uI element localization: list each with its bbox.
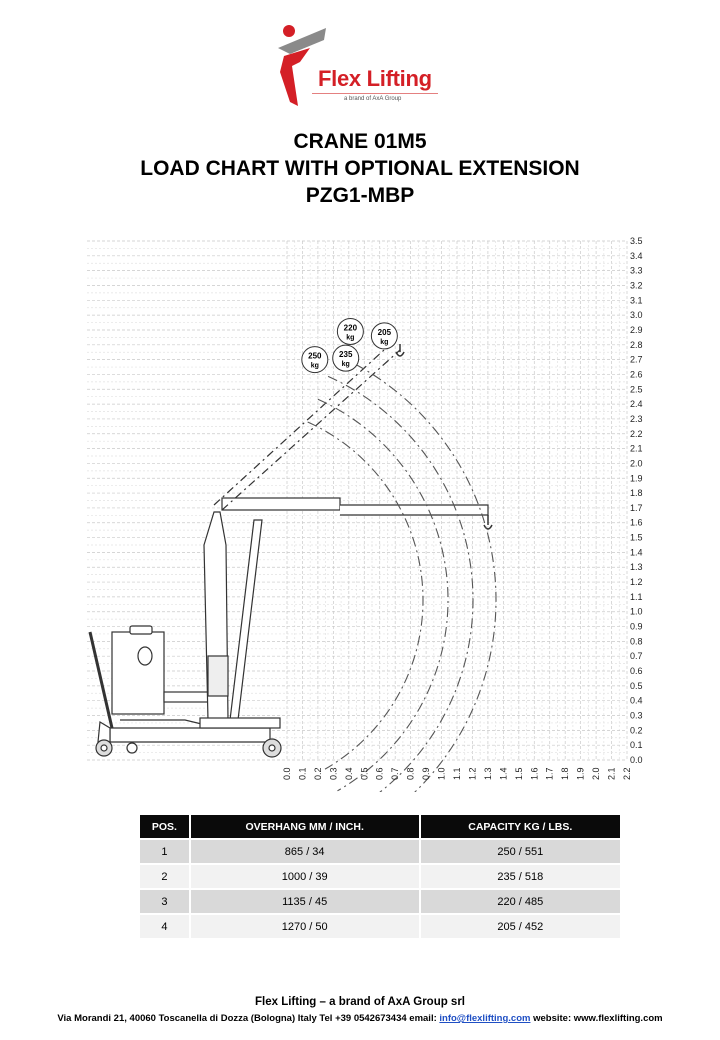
y-tick-label: 2.8 — [630, 339, 643, 350]
y-tick-label: 1.7 — [630, 502, 643, 513]
x-tick-label: 2.0 — [591, 767, 602, 780]
header-overhang: OVERHANG MM / INCH. — [190, 815, 420, 839]
capacity-value-label: 205 — [377, 327, 392, 337]
y-tick-label: 0.4 — [630, 695, 643, 706]
table-row — [140, 864, 620, 889]
y-tick-label: 1.8 — [630, 488, 643, 499]
x-tick-label: 1.0 — [436, 767, 447, 780]
y-tick-label: 0.6 — [630, 666, 643, 677]
y-tick-label: 2.0 — [630, 458, 643, 469]
x-tick-label: 1.4 — [498, 767, 509, 780]
y-tick-label: 2.7 — [630, 354, 643, 365]
cell-capacity: 220 / 485 — [420, 889, 620, 914]
cell-pos: 3 — [140, 889, 190, 914]
footer-address: Via Morandi 21, 40060 Toscanella di Dozza (Bologna) Italy Tel +39 0542673434 email: — [57, 1013, 440, 1024]
y-tick-label: 3.2 — [630, 280, 643, 291]
brand-tagline: a brand of AxA Group — [344, 96, 402, 102]
x-tick-label: 0.8 — [405, 767, 416, 780]
y-tick-label: 2.9 — [630, 324, 643, 335]
header-pos: POS. — [140, 815, 190, 839]
y-tick-label: 0.8 — [630, 636, 643, 647]
x-tick-label: 0.7 — [390, 767, 401, 780]
y-tick-label: 3.1 — [630, 295, 643, 306]
title-line-1: CRANE 01M5 — [293, 130, 427, 153]
cell-overhang: 865 / 34 — [190, 839, 420, 864]
y-tick-label: 1.2 — [630, 577, 643, 588]
capacity-unit-label: kg — [380, 338, 389, 346]
load-chart — [0, 222, 720, 792]
x-tick-label: 1.8 — [560, 767, 571, 780]
y-tick-label: 1.6 — [630, 517, 643, 528]
y-tick-label: 1.3 — [630, 562, 643, 573]
y-tick-label: 0.1 — [630, 740, 643, 751]
x-tick-label: 2.2 — [622, 767, 632, 780]
x-tick-label: 1.6 — [529, 767, 540, 780]
chart-grid — [87, 241, 627, 760]
capacity-marker — [333, 345, 359, 371]
y-tick-label: 2.1 — [630, 443, 643, 454]
capacity-marker — [371, 323, 397, 349]
cell-overhang: 1000 / 39 — [190, 864, 420, 889]
y-tick-label: 3.0 — [630, 310, 643, 321]
y-tick-label: 1.5 — [630, 532, 643, 543]
y-tick-label: 1.0 — [630, 606, 643, 617]
y-tick-label: 2.2 — [630, 428, 643, 439]
cell-overhang: 1135 / 45 — [190, 889, 420, 914]
y-tick-label: 2.3 — [630, 413, 643, 424]
header-capacity: CAPACITY KG / LBS. — [420, 815, 620, 839]
cell-pos: 4 — [140, 914, 190, 938]
x-tick-label: 0.0 — [282, 767, 292, 780]
footer-company: Flex Lifting – a brand of AxA Group srl — [255, 996, 465, 1008]
table-row — [140, 839, 620, 864]
title-line-3: PZG1-MBP — [305, 184, 415, 207]
brand-logo — [270, 22, 450, 114]
y-tick-label: 3.4 — [630, 250, 643, 261]
x-tick-label: 1.9 — [575, 767, 586, 780]
x-tick-label: 0.3 — [328, 767, 339, 780]
cell-pos: 2 — [140, 864, 190, 889]
x-tick-label: 1.2 — [467, 767, 478, 780]
x-tick-label: 0.6 — [374, 767, 385, 780]
y-tick-label: 0.0 — [630, 755, 643, 765]
x-tick-label: 1.1 — [452, 767, 462, 780]
x-tick-label: 1.3 — [482, 767, 493, 780]
load-arc — [308, 422, 423, 769]
logo-divider — [312, 93, 438, 94]
cell-pos: 1 — [140, 839, 190, 864]
brand-name: Flex Lifting — [318, 66, 432, 91]
y-tick-label: 1.4 — [630, 547, 643, 558]
x-tick-label: 0.1 — [297, 767, 308, 780]
cell-capacity: 205 / 452 — [420, 914, 620, 938]
y-tick-label: 2.5 — [630, 384, 643, 395]
x-tick-label: 0.2 — [312, 767, 323, 780]
y-tick-label: 1.9 — [630, 473, 643, 484]
x-tick-label: 0.9 — [421, 767, 432, 780]
capacity-value-label: 250 — [308, 351, 322, 361]
capacity-marker — [302, 347, 328, 373]
x-tick-label: 1.7 — [544, 767, 555, 780]
x-tick-label: 0.5 — [359, 767, 370, 780]
y-tick-label: 2.6 — [630, 369, 643, 380]
crane-drawing — [90, 340, 492, 757]
y-tick-label: 2.4 — [630, 399, 643, 410]
y-tick-label: 0.2 — [630, 725, 643, 736]
table-header-row — [140, 815, 620, 839]
y-tick-label: 1.1 — [630, 591, 643, 602]
cell-capacity: 235 / 518 — [420, 864, 620, 889]
x-tick-label: 1.5 — [513, 767, 524, 780]
page-title — [0, 128, 720, 209]
title-line-2: LOAD CHART WITH OPTIONAL EXTENSION — [140, 157, 580, 180]
capacity-unit-label: kg — [310, 362, 319, 370]
table-row — [140, 889, 620, 914]
x-tick-label: 0.4 — [343, 767, 354, 780]
load-arc — [328, 376, 473, 792]
capacity-value-label: 235 — [339, 350, 353, 360]
capacity-table — [140, 815, 620, 938]
y-tick-label: 3.3 — [630, 265, 643, 276]
y-tick-label: 0.3 — [630, 710, 643, 721]
y-tick-label: 0.5 — [630, 680, 643, 691]
footer-website: website: www.flexlifting.com — [530, 1013, 663, 1024]
load-arc — [318, 399, 448, 791]
capacity-unit-label: kg — [341, 361, 350, 369]
capacity-marker — [337, 318, 363, 344]
cell-overhang: 1270 / 50 — [190, 914, 420, 938]
capacity-unit-label: kg — [346, 334, 355, 342]
cell-capacity: 250 / 551 — [420, 839, 620, 864]
email-link[interactable]: info@flexlifting.com — [439, 1013, 531, 1024]
y-tick-label: 0.9 — [630, 621, 643, 632]
table-row — [140, 914, 620, 938]
x-tick-label: 2.1 — [606, 767, 617, 780]
y-tick-label: 3.5 — [630, 236, 643, 246]
y-tick-label: 0.7 — [630, 651, 643, 662]
capacity-value-label: 220 — [343, 323, 358, 333]
footer-contact — [0, 1013, 720, 1024]
